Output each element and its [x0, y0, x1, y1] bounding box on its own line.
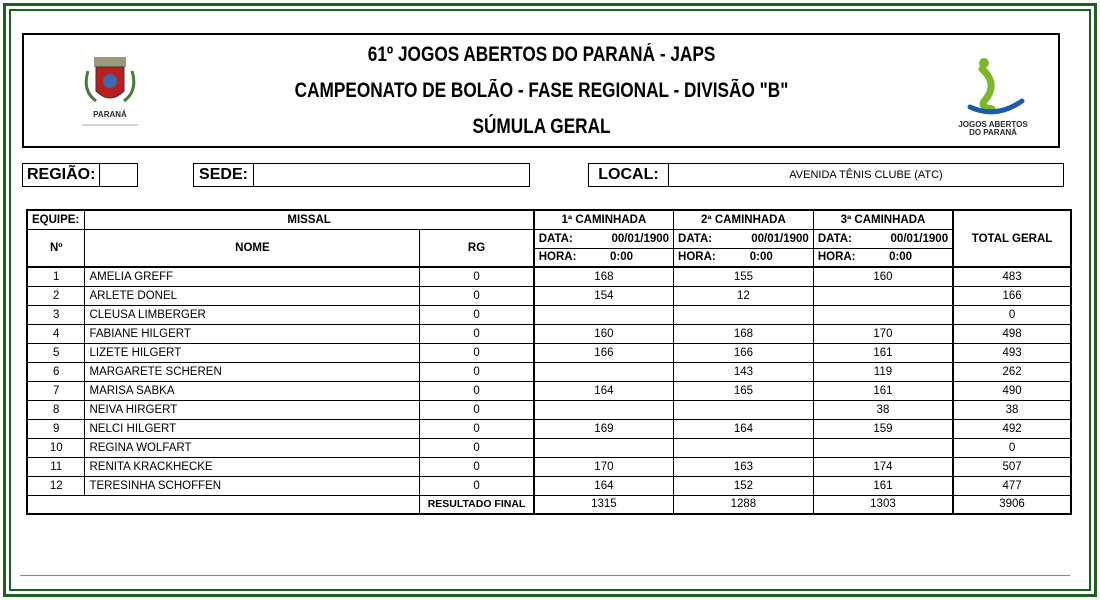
row-number: 7 [27, 381, 85, 400]
row-number: 11 [27, 457, 85, 476]
row-caminhada-1: 168 [534, 267, 674, 286]
row-rg: 0 [420, 400, 534, 419]
table-row [27, 381, 1071, 400]
row-total: 166 [953, 286, 1071, 305]
total-geral-header: TOTAL GERAL [953, 210, 1071, 267]
local-field [588, 163, 1064, 187]
row-rg: 0 [420, 324, 534, 343]
equipe-label: EQUIPE: [27, 210, 85, 229]
row-caminhada-2: 165 [674, 381, 814, 400]
row-total: 477 [953, 476, 1071, 495]
equipe-row [27, 210, 1071, 229]
row-caminhada-2: 12 [674, 286, 814, 305]
caminhada-3-hora: HORA: 0:00 [813, 248, 953, 267]
row-caminhada-1: 160 [534, 324, 674, 343]
row-nome: MARGARETE SCHEREN [85, 362, 420, 381]
table-row [27, 476, 1071, 495]
row-nome: AMELIA GREFF [85, 267, 420, 286]
caminhada-2-header: 2ª CAMINHADA [674, 210, 814, 229]
row-rg: 0 [420, 267, 534, 286]
bottom-divider [20, 575, 1070, 576]
row-caminhada-2: 164 [674, 419, 814, 438]
col-rg-header: RG [420, 229, 534, 267]
row-total: 507 [953, 457, 1071, 476]
row-rg: 0 [420, 438, 534, 457]
row-nome: FABIANE HILGERT [85, 324, 420, 343]
row-caminhada-1 [534, 438, 674, 457]
row-caminhada-3 [813, 438, 953, 457]
row-nome: NELCI HILGERT [85, 419, 420, 438]
row-caminhada-2 [674, 305, 814, 324]
sumula-table [26, 209, 1072, 515]
row-caminhada-3 [813, 305, 953, 324]
jogos-abertos-logo [952, 53, 1034, 139]
caminhada-3-header: 3ª CAMINHADA [813, 210, 953, 229]
row-number: 3 [27, 305, 85, 324]
resultado-c3: 1303 [813, 495, 953, 514]
table-row [27, 324, 1071, 343]
row-caminhada-2: 155 [674, 267, 814, 286]
row-rg: 0 [420, 286, 534, 305]
row-rg: 0 [420, 381, 534, 400]
row-caminhada-2: 143 [674, 362, 814, 381]
row-caminhada-2 [674, 400, 814, 419]
row-rg: 0 [420, 343, 534, 362]
caminhada-1-data: DATA: 00/01/1900 [534, 229, 674, 248]
row-number: 12 [27, 476, 85, 495]
row-caminhada-2 [674, 438, 814, 457]
row-caminhada-1: 164 [534, 476, 674, 495]
table-row [27, 438, 1071, 457]
resultado-final-label: RESULTADO FINAL [420, 495, 534, 514]
col-num-header: Nº [27, 229, 85, 267]
row-number: 5 [27, 343, 85, 362]
row-total: 483 [953, 267, 1071, 286]
row-number: 8 [27, 400, 85, 419]
row-nome: RENITA KRACKHECKE [85, 457, 420, 476]
row-caminhada-3: 161 [813, 343, 953, 362]
local-value: AVENIDA TÊNIS CLUBE (ATC) [789, 169, 943, 181]
row-caminhada-1 [534, 400, 674, 419]
row-caminhada-1: 170 [534, 457, 674, 476]
table-row [27, 400, 1071, 419]
table-row [27, 419, 1071, 438]
title-line-1: 61º JOGOS ABERTOS DO PARANÁ - JAPS [367, 43, 716, 66]
caminhada-1-header: 1ª CAMINHADA [534, 210, 674, 229]
table-row [27, 457, 1071, 476]
document-header [22, 33, 1060, 148]
table-row [27, 267, 1071, 286]
row-caminhada-2: 163 [674, 457, 814, 476]
row-caminhada-3 [813, 286, 953, 305]
resultado-c1: 1315 [534, 495, 674, 514]
table-row [27, 343, 1071, 362]
local-label: LOCAL: [589, 164, 669, 186]
row-number: 4 [27, 324, 85, 343]
row-total: 262 [953, 362, 1071, 381]
regiao-field [22, 163, 138, 187]
row-caminhada-3: 161 [813, 476, 953, 495]
data-row [27, 229, 1071, 248]
title-line-2: CAMPEONATO DE BOLÃO - FASE REGIONAL - DIVISÃO "B" [294, 79, 789, 102]
row-rg: 0 [420, 457, 534, 476]
row-nome: LIZETE HILGERT [85, 343, 420, 362]
row-total: 0 [953, 305, 1071, 324]
row-rg: 0 [420, 305, 534, 324]
row-caminhada-3: 174 [813, 457, 953, 476]
row-caminhada-2: 152 [674, 476, 814, 495]
resultado-total: 3906 [953, 495, 1071, 514]
row-nome: TERESINHA SCHOFFEN [85, 476, 420, 495]
row-rg: 0 [420, 476, 534, 495]
resultado-c2: 1288 [674, 495, 814, 514]
title-line-3: SÚMULA GERAL [472, 115, 611, 138]
regiao-label: REGIÃO: [23, 164, 100, 186]
svg-text:PARANÁ: PARANÁ [93, 110, 127, 119]
row-number: 10 [27, 438, 85, 457]
caminhada-2-hora: HORA: 0:00 [674, 248, 814, 267]
row-number: 1 [27, 267, 85, 286]
row-caminhada-3: 38 [813, 400, 953, 419]
row-caminhada-1: 169 [534, 419, 674, 438]
row-number: 2 [27, 286, 85, 305]
row-nome: MARISA SABKA [85, 381, 420, 400]
row-caminhada-3: 159 [813, 419, 953, 438]
sede-field [193, 163, 530, 187]
row-caminhada-1: 166 [534, 343, 674, 362]
table-row [27, 286, 1071, 305]
row-total: 0 [953, 438, 1071, 457]
col-nome-header: NOME [85, 229, 420, 267]
table-row [27, 362, 1071, 381]
caminhada-3-data: DATA: 00/01/1900 [813, 229, 953, 248]
row-caminhada-3: 160 [813, 267, 953, 286]
row-total: 493 [953, 343, 1071, 362]
caminhada-2-data: DATA: 00/01/1900 [674, 229, 814, 248]
row-nome: ARLETE DONEL [85, 286, 420, 305]
sede-label: SEDE: [194, 164, 254, 186]
resultado-final-row [27, 495, 1071, 514]
row-caminhada-1 [534, 362, 674, 381]
row-total: 38 [953, 400, 1071, 419]
row-caminhada-3: 170 [813, 324, 953, 343]
row-total: 490 [953, 381, 1071, 400]
equipe-value: MISSAL [85, 210, 534, 229]
row-total: 492 [953, 419, 1071, 438]
row-caminhada-2: 166 [674, 343, 814, 362]
svg-text:JOGOS ABERTOS: JOGOS ABERTOS [958, 120, 1028, 129]
table-row [27, 305, 1071, 324]
row-nome: NEIVA HIRGERT [85, 400, 420, 419]
caminhada-1-hora: HORA: 0:00 [534, 248, 674, 267]
row-nome: CLEUSA LIMBERGER [85, 305, 420, 324]
row-caminhada-3: 119 [813, 362, 953, 381]
row-nome: REGINA WOLFART [85, 438, 420, 457]
row-caminhada-3: 161 [813, 381, 953, 400]
row-caminhada-1: 154 [534, 286, 674, 305]
row-rg: 0 [420, 419, 534, 438]
svg-text:DO PARANÁ: DO PARANÁ [969, 128, 1017, 137]
row-total: 498 [953, 324, 1071, 343]
row-number: 9 [27, 419, 85, 438]
row-caminhada-2: 168 [674, 324, 814, 343]
row-caminhada-1 [534, 305, 674, 324]
row-caminhada-1: 164 [534, 381, 674, 400]
row-number: 6 [27, 362, 85, 381]
row-rg: 0 [420, 362, 534, 381]
